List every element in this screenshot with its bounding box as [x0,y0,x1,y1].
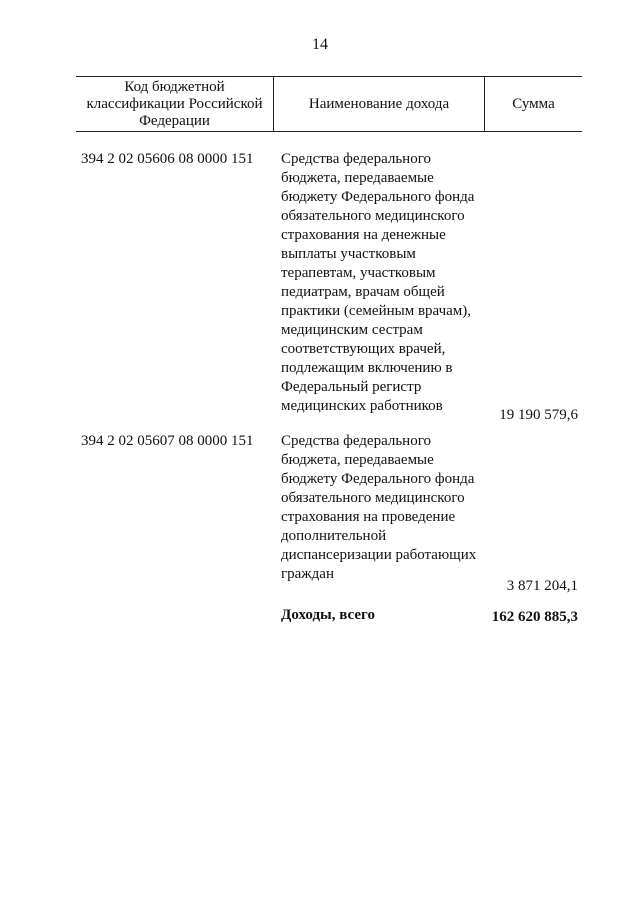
row-code: 394 2 02 05607 08 0000 151 [81,433,254,449]
row-sum: 19 190 579,6 [499,407,578,423]
row-name: Средства федерального бюджета, передаваемые бюджету Федерального фонда обязательного медицинского страхования на проведение дополнительной диспансеризации работающих граждан [281,433,477,582]
row-sum: 3 871 204,1 [506,578,578,594]
header-code: Код бюджетной классификации Российской Федерации [76,77,274,131]
header-sum: Сумма [512,95,555,112]
header-name: Наименование дохода [274,77,485,131]
page-number: 14 [312,36,328,53]
table-header [76,76,582,132]
total-label: Доходы, всего [281,607,375,623]
row-code: 394 2 02 05606 08 0000 151 [81,151,254,167]
total-sum: 162 620 885,3 [491,609,578,625]
row-name: Средства федерального бюджета, передаваемые бюджету Федерального фонда обязательного медицинского страхования на денежные выплаты участковым терапевтам, участковым педиатрам, врачам общей практики (семейным врачам), медицинским сестрам соответствующих врачей, подлежащим включению в Федеральный регистр медицинских работников [281,151,475,414]
